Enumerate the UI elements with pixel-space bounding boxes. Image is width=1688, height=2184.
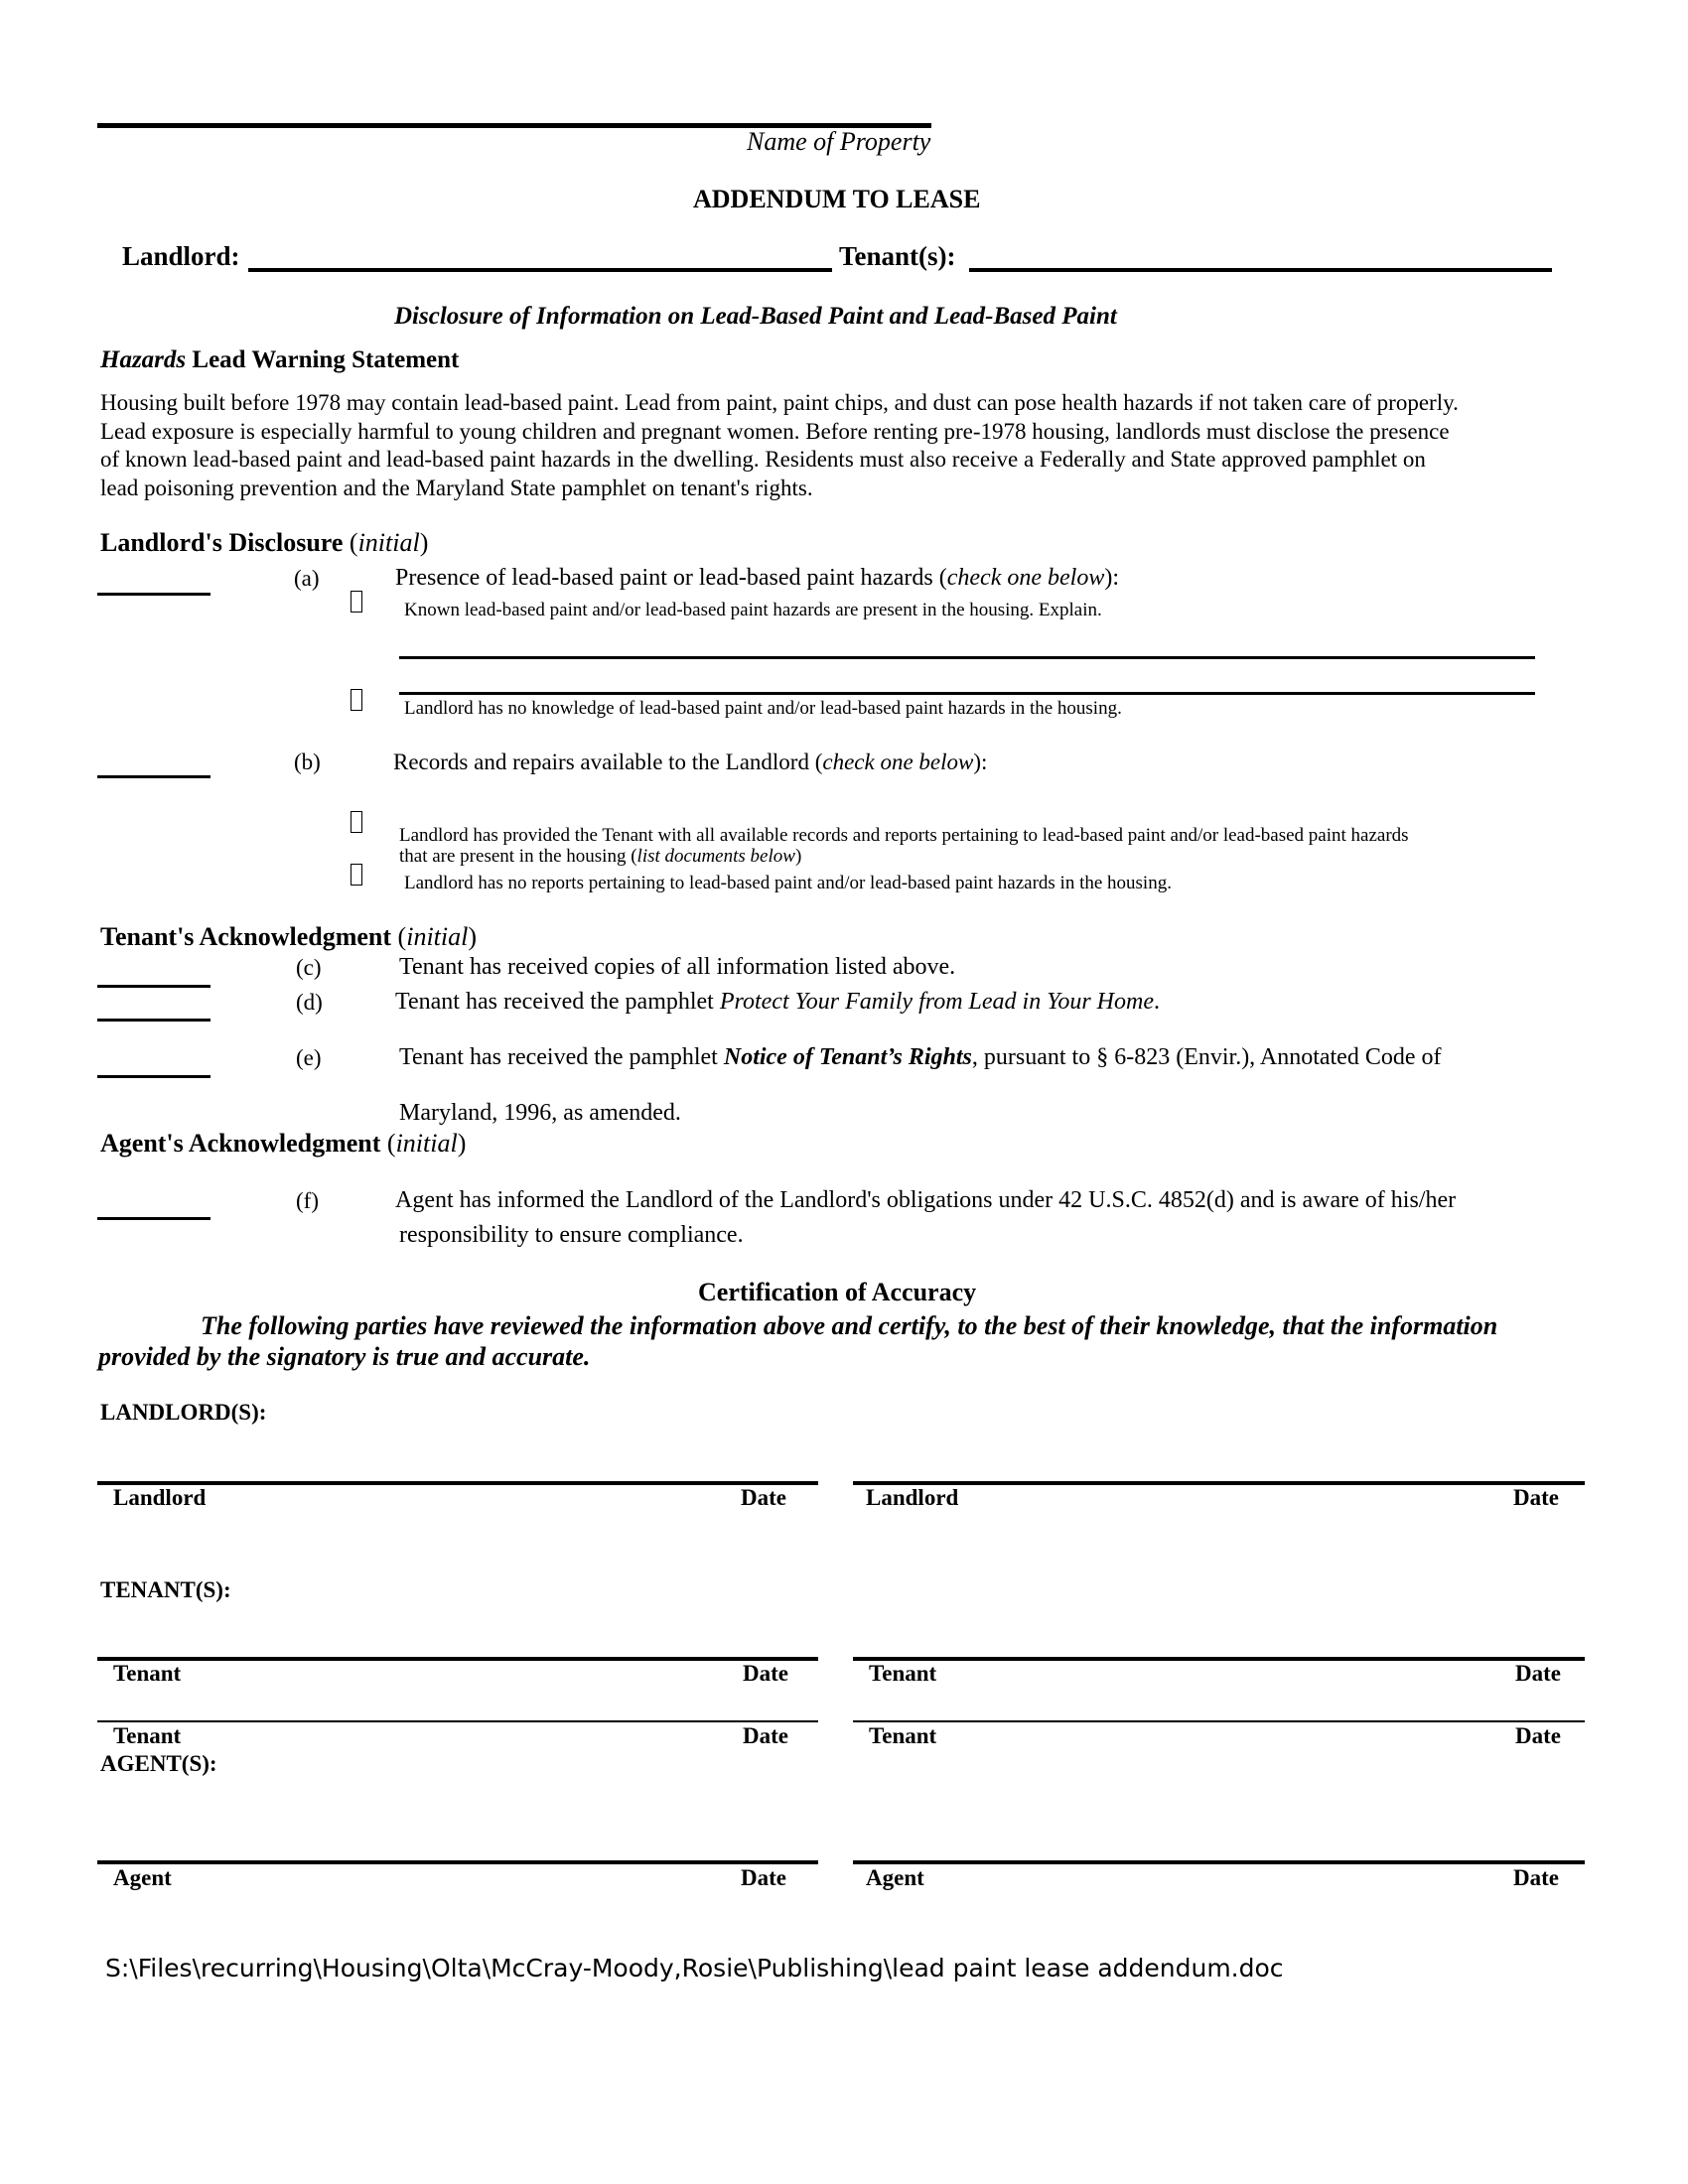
initial-word: initial	[406, 922, 469, 951]
tenant-label-2: Tenant	[869, 1661, 937, 1686]
initial-word: initial	[395, 1129, 458, 1158]
tenant-ack-heading	[100, 922, 477, 952]
lead-warning-word: Lead Warning Statement	[186, 346, 460, 373]
tenant-ack-title: Tenant's Acknowledgment	[100, 922, 392, 951]
agent-signature-line-1[interactable]	[97, 1860, 818, 1864]
certification-heading: Certification of Accuracy	[698, 1278, 977, 1306]
option-b-line2-close: )	[794, 846, 802, 867]
item-f-text-line2: responsibility to ensure compliance.	[399, 1222, 744, 1248]
lead-warning-statement	[100, 389, 1610, 502]
option-b-line2-main: that are present in the housing (	[399, 846, 637, 867]
initial-line-a[interactable]	[97, 593, 211, 596]
initial-word: initial	[357, 528, 420, 557]
explain-line-1[interactable]	[399, 656, 1535, 659]
item-f-text-line1: Agent has informed the Landlord of the Landlord's obligations under 42 U.S.C. 4852(d) and is aware of his/her	[395, 1187, 1457, 1213]
item-b-italic: check one below	[822, 750, 974, 774]
paren-open: (	[391, 922, 407, 951]
item-letter-c: (c)	[296, 955, 322, 980]
initial-line-e[interactable]	[97, 1075, 211, 1078]
landlord-disclosure-title: Landlord's Disclosure	[100, 528, 344, 557]
tenant-label-3: Tenant	[113, 1723, 182, 1748]
item-letter-f: (f)	[296, 1188, 319, 1213]
paren-open: (	[343, 528, 358, 557]
item-a-text	[395, 565, 1119, 592]
date-label: Date	[1513, 1485, 1559, 1510]
item-e-rest: , pursuant to § 6-823 (Envir.), Annotated Code of	[971, 1044, 1442, 1070]
item-letter-d: (d)	[296, 990, 323, 1015]
option-b-provided-line1: Landlord has provided the Tenant with all available records and reports pertaining to lead-based paint and/or lead-based paint hazards	[399, 825, 1409, 846]
date-label: Date	[1515, 1661, 1561, 1686]
option-a-none: Landlord has no knowledge of lead-based paint and/or lead-based paint hazards in the housing.	[404, 698, 1122, 719]
item-d-close: .	[1154, 989, 1160, 1015]
paren-close: )	[419, 528, 429, 557]
tenant-signature-line-4[interactable]	[853, 1720, 1585, 1722]
item-b-close: ):	[973, 750, 988, 774]
item-e-text	[399, 1044, 1441, 1071]
landlord-signature-line-2[interactable]	[853, 1481, 1585, 1485]
tenant-label-4: Tenant	[869, 1723, 937, 1748]
option-b-provided-line2	[399, 846, 801, 868]
tenant-signature-line-2[interactable]	[853, 1657, 1585, 1661]
initial-line-d[interactable]	[97, 1019, 211, 1022]
item-b-text	[393, 750, 987, 775]
file-path-footer: S:\Files\recurring\Housing\Olta\McCray-Moody,Rosie\Publishing\lead paint lease addendum.doc	[105, 1954, 1284, 1982]
initial-line-c[interactable]	[97, 985, 211, 988]
date-label: Date	[1515, 1723, 1561, 1748]
agent-label-1: Agent	[113, 1865, 172, 1890]
date-label: Date	[741, 1865, 786, 1890]
landlord-name-line[interactable]	[248, 268, 832, 272]
agent-label-2: Agent	[866, 1865, 924, 1890]
date-label: Date	[1513, 1865, 1559, 1890]
warning-line: of known lead-based paint and lead-based paint hazards in the dwelling. Residents must also receive a Federally and State approved pamphlet on	[100, 447, 1426, 472]
landlord-label-2: Landlord	[866, 1485, 959, 1510]
agents-heading: AGENT(S):	[100, 1751, 217, 1776]
tenant-signature-line-1[interactable]	[97, 1657, 818, 1661]
hazards-word: Hazards	[100, 346, 187, 373]
tenant-label: Tenant(s):	[839, 241, 956, 271]
item-d-italic: Protect Your Family from Lead in Your Home	[719, 989, 1154, 1015]
option-a-known: Known lead-based paint and/or lead-based paint hazards are present in the housing. Explain.	[404, 600, 1102, 620]
checkbox-a-none[interactable]	[351, 689, 362, 711]
item-b-main: Records and repairs available to the Landlord (	[393, 750, 823, 774]
explain-line-2[interactable]	[399, 692, 1535, 695]
certification-statement-line2: provided by the signatory is true and accurate.	[98, 1342, 591, 1371]
warning-line: lead poisoning prevention and the Maryland State pamphlet on tenant's rights.	[100, 475, 813, 500]
disclosure-heading: Disclosure of Information on Lead-Based Paint and Lead-Based Paint	[394, 303, 1117, 330]
tenant-name-line[interactable]	[969, 268, 1552, 272]
initial-line-f[interactable]	[97, 1217, 211, 1220]
landlord-disclosure-heading	[100, 528, 428, 558]
item-letter-b: (b)	[294, 750, 321, 774]
landlords-heading: LANDLORD(S):	[100, 1400, 267, 1425]
date-label: Date	[743, 1723, 788, 1748]
agent-ack-heading	[100, 1129, 466, 1159]
item-a-italic: check one below	[946, 565, 1105, 591]
tenant-signature-line-3[interactable]	[97, 1720, 818, 1722]
lead-warning-heading	[100, 346, 459, 374]
item-d-main: Tenant has received the pamphlet	[395, 989, 720, 1015]
landlord-label-1: Landlord	[113, 1485, 207, 1510]
paren-close: )	[457, 1129, 467, 1158]
certification-statement-line1: The following parties have reviewed the information above and certify, to the best of their knowledge, that the information	[201, 1311, 1498, 1340]
item-d-text	[395, 989, 1160, 1016]
item-letter-e: (e)	[296, 1045, 322, 1070]
landlord-label: Landlord:	[122, 241, 240, 271]
paren-close: )	[468, 922, 478, 951]
item-c-text: Tenant has received copies of all information listed above.	[399, 954, 956, 980]
warning-line: Lead exposure is especially harmful to young children and pregnant women. Before renting pre-1978 housing, landlords must disclose the presence	[100, 418, 1450, 444]
property-name-caption: Name of Property	[747, 127, 931, 156]
agent-ack-title: Agent's Acknowledgment	[100, 1129, 381, 1158]
date-label: Date	[741, 1485, 786, 1510]
tenants-heading: TENANT(S):	[100, 1577, 231, 1602]
date-label: Date	[743, 1661, 788, 1686]
option-b-none: Landlord has no reports pertaining to lead-based paint and/or lead-based paint hazards in the housing.	[404, 873, 1172, 893]
checkbox-b-provided[interactable]	[351, 811, 362, 833]
item-e-text-line2: Maryland, 1996, as amended.	[399, 1100, 681, 1126]
tenant-label-1: Tenant	[113, 1661, 182, 1686]
item-letter-a: (a)	[294, 566, 320, 591]
initial-line-b[interactable]	[97, 775, 211, 778]
item-e-pamphlet-title: Notice of Tenant’s Rights	[723, 1044, 972, 1070]
warning-line: Housing built before 1978 may contain lead-based paint. Lead from paint, paint chips, and dust can pose health hazards if not taken care of properly.	[100, 390, 1459, 415]
item-a-main: Presence of lead-based paint or lead-based paint hazards (	[395, 565, 947, 591]
agent-signature-line-2[interactable]	[853, 1860, 1585, 1864]
item-a-close: ):	[1104, 565, 1120, 591]
document-title: ADDENDUM TO LEASE	[693, 185, 981, 213]
option-b-line2-italic: list documents below	[636, 846, 795, 867]
item-e-main: Tenant has received the pamphlet	[399, 1044, 724, 1070]
paren-open: (	[380, 1129, 396, 1158]
checkbox-a-known[interactable]	[351, 591, 362, 613]
checkbox-b-none[interactable]	[351, 864, 362, 886]
